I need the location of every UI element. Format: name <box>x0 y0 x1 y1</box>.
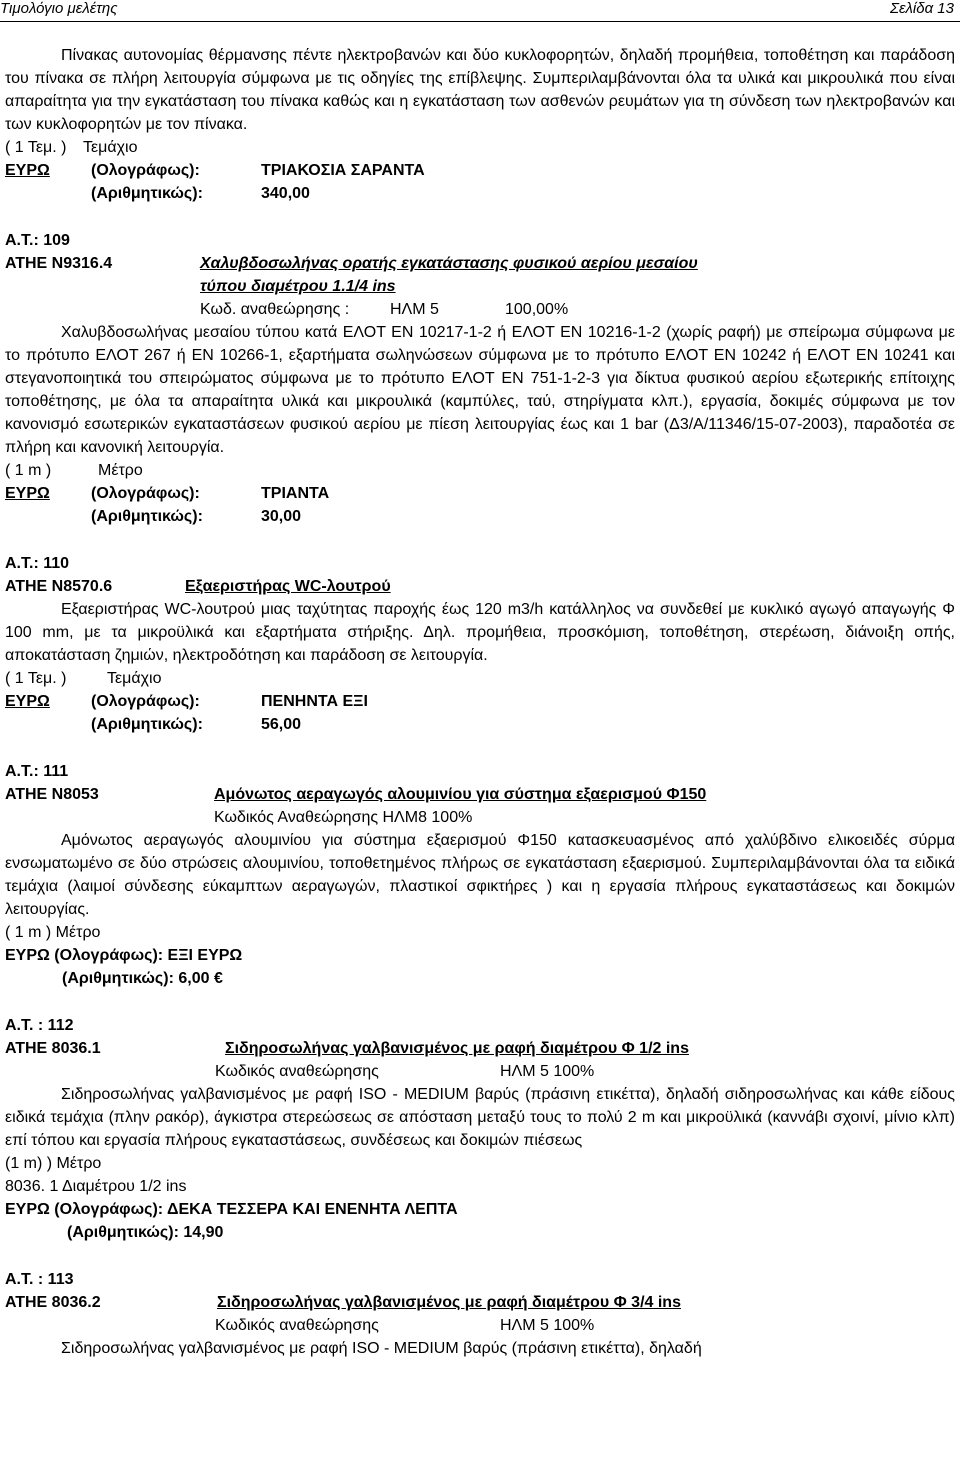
item-108 <box>5 44 955 205</box>
price-number: 30,00 <box>261 508 302 525</box>
revision-value: ΗΛΜ 5 100% <box>500 1317 595 1334</box>
price-number-line <box>5 713 955 736</box>
item-code: ΑΤΗΕ 8036.2 <box>5 1294 101 1311</box>
item-number <box>5 1268 955 1291</box>
item-number <box>5 1014 955 1037</box>
item-code-title-line <box>5 575 955 598</box>
item-number-text: Α.Τ.: 110 <box>5 555 70 572</box>
words-label: (Ολογράφως): <box>91 485 200 502</box>
item-109 <box>5 229 955 528</box>
unit-line <box>5 921 955 944</box>
euro-label: ΕΥΡΩ <box>5 485 50 502</box>
price-words: ΕΥΡΩ (Ολογράφως): ΔΕΚΑ ΤΕΣΣΕΡΑ ΚΑΙ ΕΝΕΝΗΤΑ ΛΕΠΤΑ <box>5 1201 458 1218</box>
unit-code: ( 1 m ) <box>5 462 52 479</box>
item-code: ΑΤΗΕ 8036.1 <box>5 1040 101 1057</box>
item-number <box>5 552 955 575</box>
item-description: Χαλυβδοσωλήνας μεσαίου τύπου κατά ΕΛΟΤ ΕΝ 10217-1-2 ή ΕΛΟΤ ΕΝ 10216-1-2 (χωρίς ραφή) με σπείρωμα σύμφωνα με το πρότυπο ΕΛΟΤ 267 ή ΕΝ 10266-1, εξαρτήματα σωληνώσεων σύμφωνα με το πρότυπο ΕΛΟΤ ΕΝ 10242 ή ΕΛΟΤ ΕΝ 10241 και στεγανοποιητικά του σπειρώματος σύμφωνα με το πρότυπο ΕΛΟΤ ΕΝ 751-1-2-3 για δίκτυα φυσικού αερίου εξωτερικής επίτοιχης τοποθέτησης, με όλα τα απαραίτητα υλικά και μικρουλικά (καμπύλες, ταύ, στηρίγματα κλπ.), εργασία, δοκιμές σύμφωνα με τον κανονισμό εσωτερικών εγκαταστάσεων φυσικού αερίου με πίεση λειτουργίας έως και 1 bar (Δ3/Α/11346/15-07-2003), παραδοτέα σε πλήρη και κανονική λειτουργία. <box>5 324 955 456</box>
document-title: Τιμολόγιο μελέτης <box>0 0 118 17</box>
price-words: ΠΕΝΗΝΤΑ ΕΞΙ <box>261 693 368 710</box>
item-title: Αμόνωτος αεραγωγός αλουμινίου για σύστημα εξαερισμού Φ150 <box>214 786 707 803</box>
price-words: ΤΡΙΑΚΟΣΙΑ ΣΑΡΑΝΤΑ <box>261 162 425 179</box>
revision-line <box>5 298 955 321</box>
item-description: Εξαεριστήρας WC-λουτρού μιας ταχύτητας παροχής έως 120 m3/h κατάλληλος να συνδεθεί με κυκλικό αγωγό απαγωγής Φ 100 mm, με τα μικροϋλικά και εξαρτήματα στήριξης. Δηλ. προμήθεια, προσκόμιση, τοποθέτηση, στερέωση, διάνοιξη οπής, αποκατάσταση ζημιών, ηλεκτροδότηση και παράδοση σε λειτουργία. <box>5 601 955 664</box>
revision-percent: 100,00% <box>505 301 569 318</box>
unit-name: Τεμάχιο <box>107 670 162 687</box>
words-label: (Ολογράφως): <box>91 693 200 710</box>
unit-line <box>5 1152 955 1175</box>
unit-text: ( 1 m ) Μέτρο <box>5 924 101 941</box>
item-title: Εξαεριστήρας WC-λουτρού <box>185 578 391 595</box>
diameter-text: 8036. 1 Διαμέτρου 1/2 ins <box>5 1178 187 1195</box>
price-words-line <box>5 482 955 505</box>
revision-line <box>5 1314 955 1337</box>
price-number: 340,00 <box>261 185 310 202</box>
price-number-line <box>5 1221 955 1244</box>
item-description: Πίνακας αυτονομίας θέρμανσης πέντε ηλεκτροβανών και δύο κυκλοφορητών, δηλαδή προμήθεια, τοποθέτηση και παράδοση του πίνακα σε πλήρη λειτουργία σύμφωνα με τις οδηγίες της επίβλεψης. Συμπεριλαμβάνονται όλα τα υλικά και μικρουλικά που είναι απαραίτητα για την εγκατάσταση του πίνακα καθώς και η εγκατάσταση των ασθενών ρευμάτων για τη σύνδεση των ηλεκτροβανών και των κυκλοφορητών με τον πίνακα. <box>5 47 955 133</box>
revision-line <box>5 806 955 829</box>
revision-label: Κωδικός αναθεώρησης <box>215 1317 379 1334</box>
price-words-line <box>5 159 955 182</box>
unit-text: (1 m) ) Μέτρο <box>5 1155 102 1172</box>
price-words-line <box>5 690 955 713</box>
item-code-title-line <box>5 1291 955 1314</box>
item-title: Σιδηροσωλήνας γαλβανισμένος με ραφή διαμέτρου Φ 3/4 ins <box>217 1294 681 1311</box>
item-number-text: Α.Τ. : 113 <box>5 1271 74 1288</box>
price-number-line <box>5 967 955 990</box>
page-number: Σελίδα 13 <box>889 0 954 17</box>
item-number <box>5 760 955 783</box>
price-words-line <box>5 944 955 967</box>
unit-line <box>5 136 955 159</box>
number-label: (Αριθμητικώς): <box>91 716 203 733</box>
unit-line <box>5 667 955 690</box>
euro-label: ΕΥΡΩ <box>5 162 50 179</box>
number-label: (Αριθμητικώς): <box>91 508 203 525</box>
item-code: ΑΤΗΕ Ν8570.6 <box>5 578 113 595</box>
item-title: Χαλυβδοσωλήνας ορατής εγκατάστασης φυσικού αερίου μεσαίου <box>200 255 698 272</box>
unit-name: Τεμάχιο <box>83 139 138 156</box>
revision-text: Κωδικός Αναθεώρησης ΗΛΜ8 100% <box>214 809 473 826</box>
price-number: (Αριθμητικώς): 14,90 <box>67 1224 224 1241</box>
item-title-line-2 <box>5 275 955 298</box>
price-number: 56,00 <box>261 716 302 733</box>
item-number-text: Α.Τ.: 111 <box>5 763 69 780</box>
item-number-text: Α.Τ. : 112 <box>5 1017 74 1034</box>
page-header <box>0 0 960 22</box>
words-label: (Ολογράφως): <box>91 162 200 179</box>
item-111 <box>5 760 955 990</box>
diameter-line <box>5 1175 955 1198</box>
euro-label: ΕΥΡΩ <box>5 693 50 710</box>
item-title: Σιδηροσωλήνας γαλβανισμένος με ραφή διαμέτρου Φ 1/2 ins <box>225 1040 689 1057</box>
price-number-line <box>5 505 955 528</box>
item-110 <box>5 552 955 736</box>
revision-label: Κωδικός αναθεώρησης <box>215 1063 379 1080</box>
item-number <box>5 229 955 252</box>
price-words-line <box>5 1198 955 1221</box>
unit-code: ( 1 Τεμ. ) <box>5 670 67 687</box>
document-body <box>5 44 955 1360</box>
item-number-text: Α.Τ.: 109 <box>5 232 70 249</box>
item-code-title-line <box>5 1037 955 1060</box>
item-code: ΑΤΗΕ Ν9316.4 <box>5 255 113 272</box>
unit-line <box>5 459 955 482</box>
item-code-title-line <box>5 252 955 275</box>
item-title-cont: τύπου διαμέτρου 1.1/4 ins <box>200 278 396 295</box>
price-number-line <box>5 182 955 205</box>
item-112 <box>5 1014 955 1244</box>
revision-line <box>5 1060 955 1083</box>
item-description: Σιδηροσωλήνας γαλβανισμένος με ραφή ISO - MEDIUM βαρύς (πράσινη ετικέττα), δηλαδή <box>61 1340 702 1357</box>
price-words: ΤΡΙΑΝΤΑ <box>261 485 330 502</box>
revision-code: ΗΛΜ 5 <box>390 301 439 318</box>
item-113 <box>5 1268 955 1360</box>
unit-code: ( 1 Τεμ. ) <box>5 139 67 156</box>
revision-label: Κωδ. αναθεώρησης : <box>200 301 350 318</box>
item-code-title-line <box>5 783 955 806</box>
price-number: (Αριθμητικώς): 6,00 € <box>62 970 223 987</box>
item-description: Σιδηροσωλήνας γαλβανισμένος με ραφή ISO - MEDIUM βαρύς (πράσινη ετικέττα), δηλαδή σιδηροσωλήνας και κάθε είδους ειδικά τεμάχια (πλην ρακόρ), άγκιστρα στερεώσεως σε απόσταση μεταξύ τους το πολύ 2 m και μικροϋλικά (καννάβι σχοινί, μίνιο κλπ) επί τόπου και εργασία πλήρους εγκαταστάσεως, συνδέσεως και δοκιμών πιέσεως <box>5 1086 955 1149</box>
unit-name: Μέτρο <box>98 462 143 479</box>
item-code: ΑΤΗΕ Ν8053 <box>5 786 99 803</box>
number-label: (Αριθμητικώς): <box>91 185 203 202</box>
revision-value: ΗΛΜ 5 100% <box>500 1063 595 1080</box>
price-words: ΕΥΡΩ (Ολογράφως): ΕΞΙ ΕΥΡΩ <box>5 947 243 964</box>
item-description: Αμόνωτος αεραγωγός αλουμινίου για σύστημα εξαερισμού Φ150 κατασκευασμένος από χαλύβδινο ελικοειδές σύρμα ενσωματωμένο σε δύο στρώσεις αλουμινίου, τοποθετημένος πλήρως σε εγκατάσταση εξαερισμού. Συμπεριλαμβάνονται όλα τα ειδικά τεμάχια (λαιμοί σύνδεσης εύκαμπτων αεραγωγών, πλαστικοί σφικτήρες ) και η εργασία πλήρους εγκαταστάσεως και δοκιμών λειτουργίας. <box>5 832 955 918</box>
